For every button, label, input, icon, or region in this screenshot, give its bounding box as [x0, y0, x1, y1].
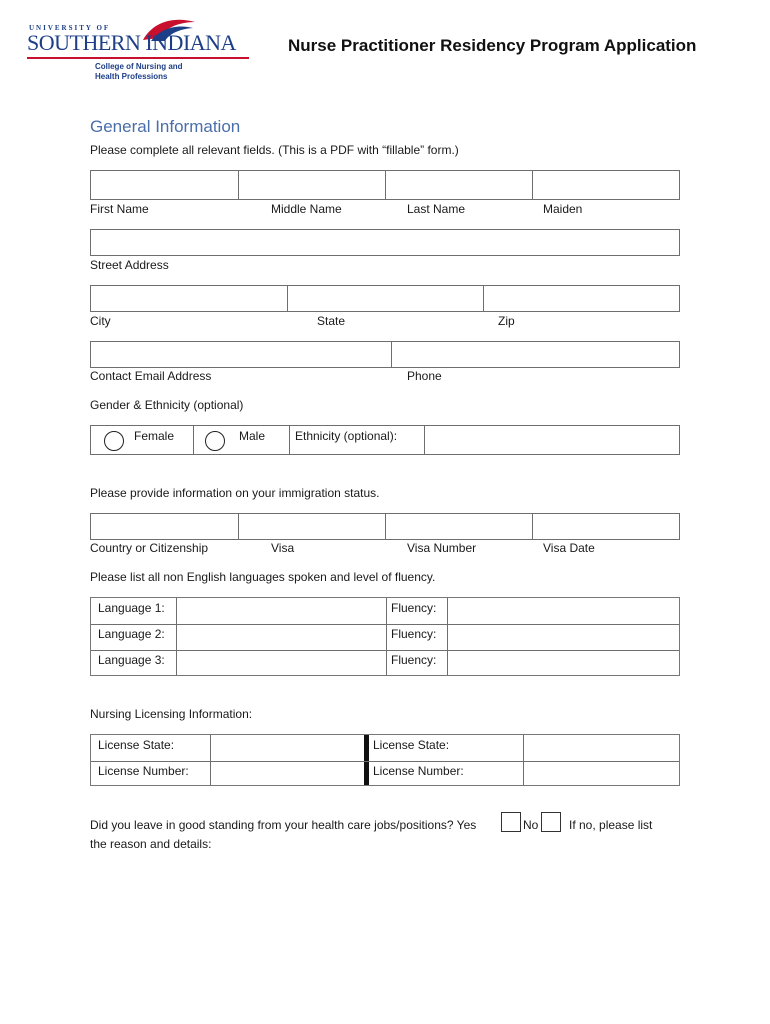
ethnicity-input[interactable] [425, 426, 679, 454]
licensing-heading: Nursing Licensing Information: [90, 707, 253, 721]
standing-line2: the reason and details: [90, 837, 212, 851]
female-radio[interactable] [104, 431, 124, 451]
visa-date-input[interactable] [533, 514, 679, 539]
language-2-label: Language 2: [98, 627, 165, 641]
city-state-zip-row [90, 285, 680, 312]
male-label: Male [239, 429, 266, 443]
female-label: Female [134, 429, 175, 443]
fluency-2-label: Fluency: [391, 627, 437, 641]
university-logo [27, 14, 252, 84]
phone-label: Phone [407, 369, 442, 383]
fluency-1-label: Fluency: [391, 601, 437, 615]
fluency-2-input[interactable] [448, 625, 679, 650]
zip-input[interactable] [484, 286, 679, 311]
name-fields-row [90, 170, 680, 200]
document-title: Nurse Practitioner Residency Program Application [288, 36, 697, 55]
license-number-right-input[interactable] [524, 762, 679, 785]
standing-question: Did you leave in good standing from your health care jobs/positions? Yes [90, 818, 477, 832]
immigration-row [90, 513, 680, 540]
logo-college-line1: College of Nursing and [95, 62, 183, 71]
gender-ethnicity-row [90, 425, 680, 455]
licensing-center-divider [364, 735, 369, 785]
phone-input[interactable] [392, 342, 679, 367]
languages-prompt: Please list all non English languages spoken and level of fluency. [90, 570, 436, 584]
logo-university-of: UNIVERSITY OF [29, 24, 111, 32]
logo-college-line2: Health Professions [95, 72, 168, 81]
last-name-input[interactable] [386, 171, 533, 199]
fluency-1-input[interactable] [448, 598, 679, 624]
maiden-name-label: Maiden [543, 202, 583, 216]
language-1-label: Language 1: [98, 601, 165, 615]
logo-university-name: SOUTHERN INDIANA [27, 30, 236, 55]
state-input[interactable] [288, 286, 484, 311]
license-state-left-input[interactable] [211, 735, 364, 761]
gender-heading: Gender & Ethnicity (optional) [90, 398, 244, 412]
ethnicity-label: Ethnicity (optional): [295, 429, 398, 443]
country-label: Country or Citizenship [90, 541, 209, 555]
language-1-input[interactable] [177, 598, 386, 624]
maiden-name-input[interactable] [533, 171, 679, 199]
last-name-label: Last Name [407, 202, 466, 216]
male-radio[interactable] [205, 431, 225, 451]
language-3-label: Language 3: [98, 653, 165, 667]
country-input[interactable] [91, 514, 239, 539]
email-input[interactable] [91, 342, 392, 367]
licensing-table [90, 734, 680, 786]
zip-label: Zip [498, 314, 515, 328]
license-number-right-label: License Number: [373, 764, 464, 778]
license-number-left-label: License Number: [98, 764, 189, 778]
license-state-right-input[interactable] [524, 735, 679, 761]
language-2-input[interactable] [177, 625, 386, 650]
middle-name-input[interactable] [239, 171, 386, 199]
license-number-left-input[interactable] [211, 762, 364, 785]
visa-date-label: Visa Date [543, 541, 595, 555]
logo-college [95, 62, 183, 82]
fluency-3-label: Fluency: [391, 653, 437, 667]
middle-name-label: Middle Name [271, 202, 342, 216]
license-state-left-label: License State: [98, 738, 175, 752]
section-heading: General Information [90, 117, 241, 136]
state-label: State [317, 314, 346, 328]
logo-rule [27, 57, 249, 59]
city-input[interactable] [91, 286, 288, 311]
ethnicity-label-cell [290, 426, 425, 454]
first-name-label: First Name [90, 202, 149, 216]
languages-divider [386, 598, 387, 675]
fluency-3-input[interactable] [448, 651, 679, 675]
visa-number-label: Visa Number [407, 541, 477, 555]
city-label: City [90, 314, 111, 328]
visa-label: Visa [271, 541, 295, 555]
male-cell [194, 426, 290, 454]
languages-table [90, 597, 680, 676]
female-cell [91, 426, 194, 454]
visa-input[interactable] [239, 514, 386, 539]
street-address-input[interactable] [90, 229, 680, 256]
standing-no-checkbox[interactable] [541, 812, 561, 832]
standing-yes-checkbox[interactable] [501, 812, 521, 832]
email-label: Contact Email Address [90, 369, 212, 383]
contact-row [90, 341, 680, 368]
language-3-input[interactable] [177, 651, 386, 675]
standing-no-label: No [523, 818, 539, 832]
first-name-input[interactable] [91, 171, 239, 199]
immigration-prompt: Please provide information on your immigration status. [90, 486, 380, 500]
license-state-right-label: License State: [373, 738, 450, 752]
street-address-label: Street Address [90, 258, 169, 272]
intro-text: Please complete all relevant fields. (This is a PDF with “fillable” form.) [90, 143, 459, 157]
standing-if-no-text: If no, please list [569, 818, 653, 832]
visa-number-input[interactable] [386, 514, 533, 539]
